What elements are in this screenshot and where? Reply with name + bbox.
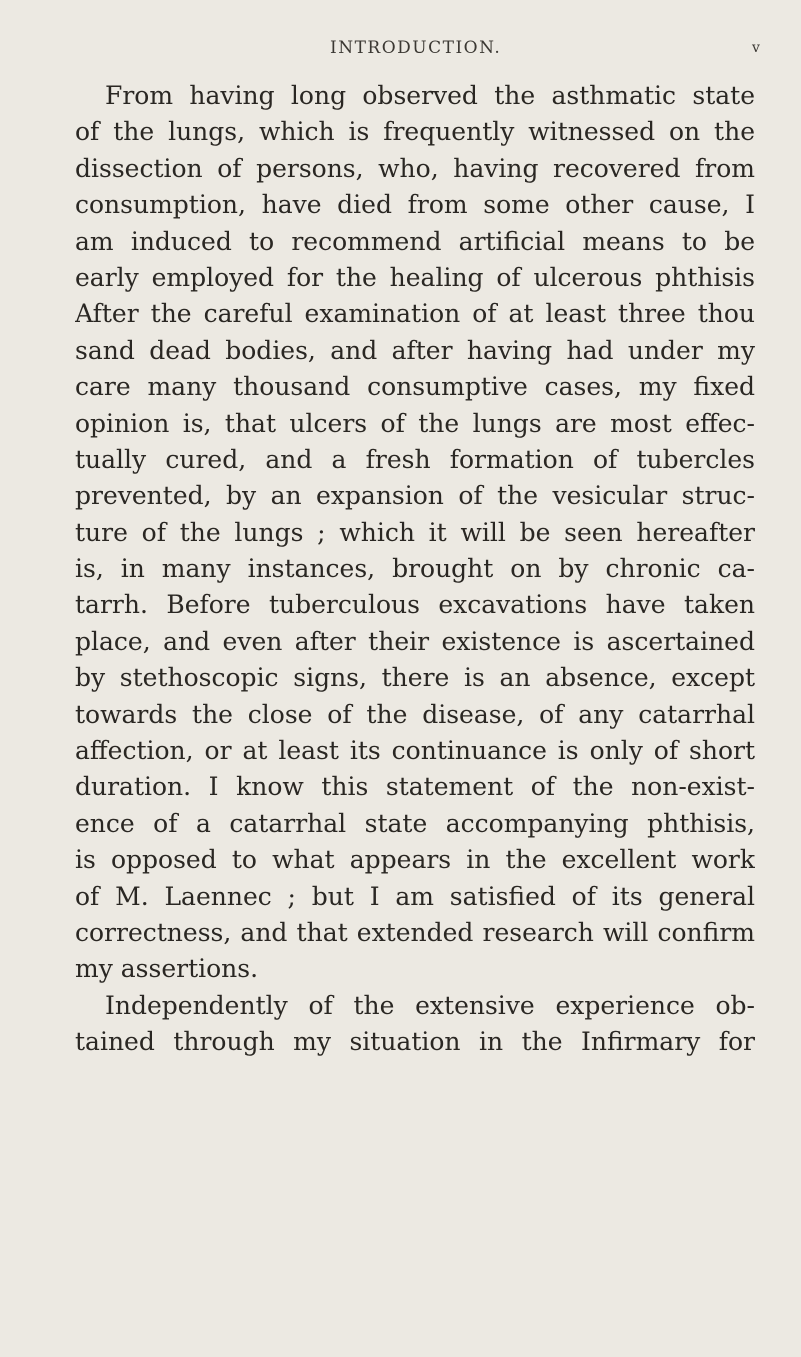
running-title: INTRODUCTION. xyxy=(330,38,502,58)
text-line: prevented, by an expansion of the vesicular struc- xyxy=(75,481,755,511)
text-line: From having long observed the asthmatic state xyxy=(105,81,755,110)
text-line: duration. I know this statement of the non-exist- xyxy=(75,772,755,802)
text-line: correctness, and that extended research will confirm xyxy=(75,917,755,947)
running-head xyxy=(0,38,801,68)
text-line: am induced to recommend artificial means to be xyxy=(75,226,755,256)
text-line: my assertions. xyxy=(75,954,259,984)
text-line: tained through my situation in the Infirmary for xyxy=(75,1027,755,1057)
text-line: tarrh. Before tuberculous excavations have taken xyxy=(75,590,755,620)
text-line: care many thousand consumptive cases, my fixed xyxy=(75,372,755,402)
text-line: early employed for the healing of ulcerous phthisis xyxy=(75,262,755,292)
text-line: of M. Laennec ; but I am satisfied of its general xyxy=(75,881,755,911)
text-line: dissection of persons, who, having recovered from xyxy=(75,153,755,183)
page-number: v xyxy=(752,40,760,56)
text-line: affection, or at least its continuance is only of short xyxy=(75,736,755,766)
text-line: After the careful examination of at least three thou xyxy=(75,299,755,329)
text-line: is, in many instances, brought on by chronic ca- xyxy=(75,554,755,584)
text-line: ture of the lungs ; which it will be seen hereafter xyxy=(75,517,755,547)
text-line: Independently of the extensive experience ob- xyxy=(105,990,755,1020)
text-line: of the lungs, which is frequently witnessed on the xyxy=(75,117,755,147)
body-text xyxy=(75,78,755,1061)
text-line: sand dead bodies, and after having had under my xyxy=(75,335,755,365)
text-line: by stethoscopic signs, there is an absence, except xyxy=(75,663,755,693)
text-line: is opposed to what appears in the excellent work xyxy=(75,845,755,875)
text-line: tually cured, and a fresh formation of tubercles xyxy=(75,444,755,474)
text-line: place, and even after their existence is ascertained xyxy=(75,626,755,656)
text-line: ence of a catarrhal state accompanying phthisis, xyxy=(75,808,755,838)
text-line: consumption, have died from some other cause, I xyxy=(75,190,755,220)
text-line: towards the close of the disease, of any catarrhal xyxy=(75,699,755,729)
text-line: opinion is, that ulcers of the lungs are most effec- xyxy=(75,408,755,438)
